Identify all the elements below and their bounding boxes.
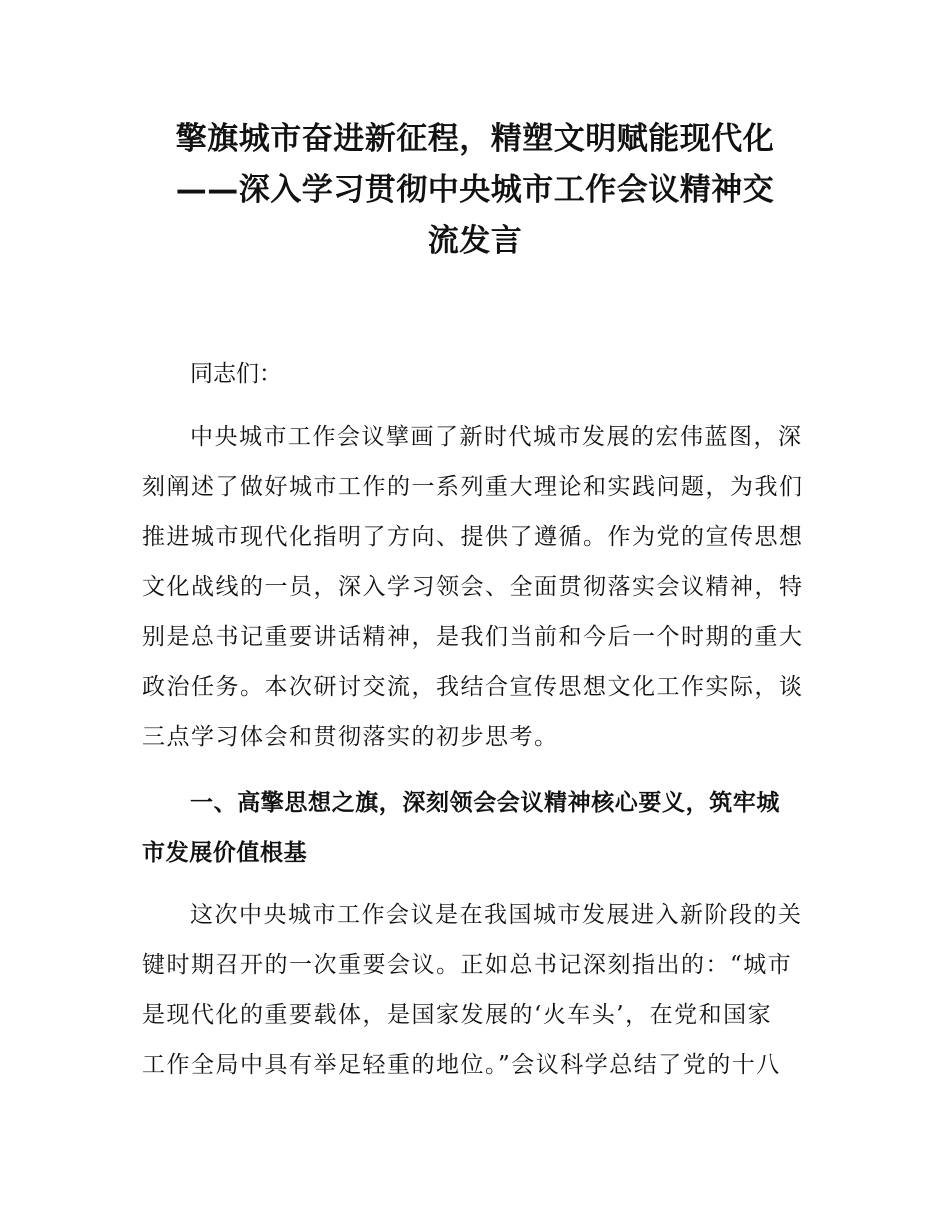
paragraph-line: 工作全局中具有举足轻重的地位。”会议科学总结了党的十八 [142, 1052, 781, 1078]
title-line: ——深入学习贯彻中央城市工作会议精神交 [175, 172, 775, 208]
paragraph-intro [142, 412, 810, 762]
paragraph-line: 政治任务。本次研讨交流，我结合宣传思想文化工作实际，谈 [142, 674, 804, 700]
paragraph-line: 文化战线的一员，深入学习领会、全面贯彻落实会议精神，特 [142, 574, 804, 600]
paragraph-line: 别是总书记重要讲话精神，是我们当前和今后一个时期的重大 [142, 624, 804, 650]
section-heading-1 [142, 778, 810, 878]
paragraph-line: 是现代化的重要载体，是国家发展的‘火车头’，在党和国家 [142, 1002, 773, 1028]
paragraph-line: 三点学习体会和贯彻落实的初步思考。 [142, 724, 559, 750]
heading-line: 市发展价值根基 [142, 840, 308, 866]
heading-line: 一、高擎思想之旗，深刻领会会议精神核心要义，筑牢城 [190, 790, 780, 816]
paragraph-line: 键时期召开的一次重要会议。正如总书记深刻指出的：“城市 [142, 952, 793, 978]
paragraph-line: 中央城市工作会议擘画了新时代城市发展的宏伟蓝图，深 [190, 424, 803, 450]
paragraph-line: 刻阐述了做好城市工作的一系列重大理论和实践问题，为我们 [142, 474, 804, 500]
paragraph-line: 推进城市现代化指明了方向、提供了遵循。作为党的宣传思想 [142, 524, 804, 550]
document-title [140, 114, 810, 267]
title-line: 流发言 [427, 223, 523, 259]
paragraph-section1 [142, 890, 810, 1090]
paragraph-line: 这次中央城市工作会议是在我国城市发展进入新阶段的关 [190, 902, 803, 928]
salutation: 同志们： [190, 361, 282, 387]
title-line: 擎旗城市奋进新征程，精塑文明赋能现代化 [175, 121, 775, 157]
